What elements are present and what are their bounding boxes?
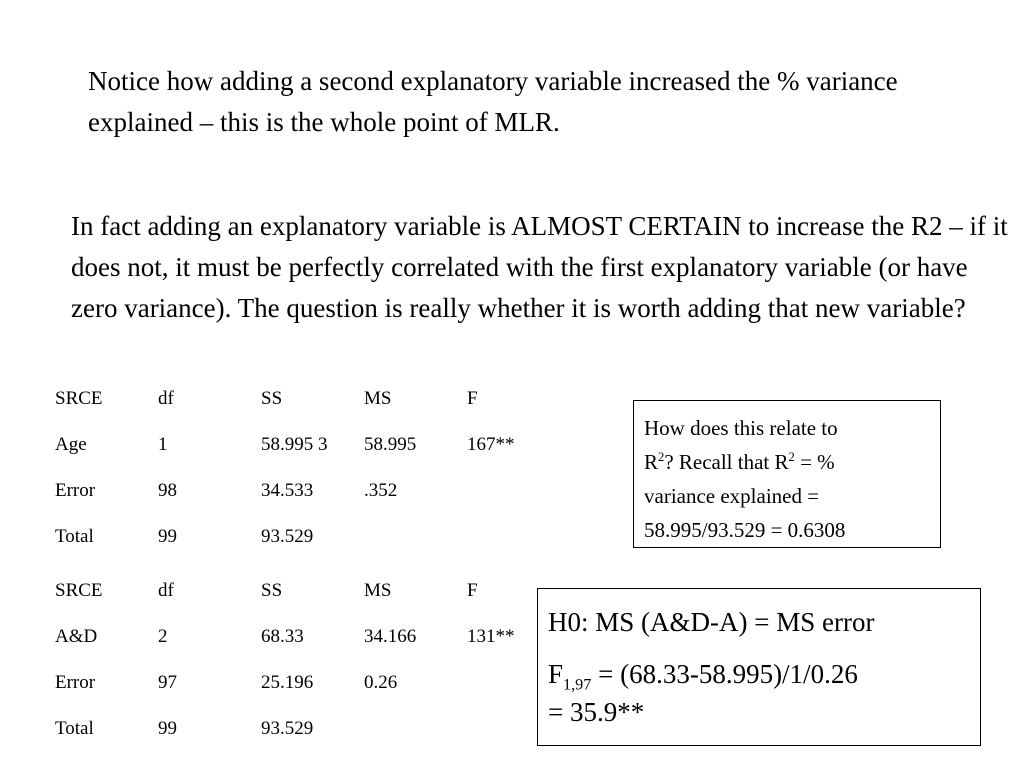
- table-cell: 1: [158, 434, 168, 455]
- table-cell: 97: [158, 672, 177, 693]
- header-cell: SS: [261, 580, 283, 601]
- explanation-paragraph: In fact adding an explanatory variable is ALMOST CERTAIN to increase the R2 – if it does not, it must be perfectly correlated with the first explanatory variable (or have zero variance). The question is really whether it is worth adding that new variable?: [71, 211, 1008, 323]
- hypothesis-test-box: [537, 588, 981, 746]
- superscript: 2: [658, 450, 665, 464]
- table-cell: 2: [158, 626, 168, 647]
- note-line: variance explained =: [644, 484, 820, 508]
- note-line: 58.995/93.529 = 0.6308: [644, 518, 846, 542]
- table-cell: 58.995 3: [261, 434, 328, 455]
- table-cell: 93.529: [261, 526, 314, 547]
- header-cell: F: [467, 388, 478, 409]
- table-cell: Error: [55, 480, 96, 501]
- table-header-row: [55, 376, 575, 422]
- note-line: [644, 445, 930, 479]
- table-cell: Total: [55, 718, 94, 739]
- header-cell: F: [467, 580, 478, 601]
- note-line: How does this relate to: [644, 416, 838, 440]
- note-text: = %: [794, 450, 835, 474]
- table-cell: Total: [55, 526, 94, 547]
- table-cell: 99: [158, 526, 177, 547]
- table-cell: 98: [158, 480, 177, 501]
- table-header-row: [55, 568, 575, 614]
- header-cell: df: [158, 580, 174, 601]
- table-cell: A&D: [55, 626, 98, 647]
- table-cell: 0.26: [364, 672, 398, 693]
- table-cell: 93.529: [261, 718, 314, 739]
- note-text: ? Recall that R: [664, 450, 789, 474]
- header-cell: df: [158, 388, 174, 409]
- hypothesis-line: H0: MS (A&D-A) = MS error: [548, 607, 875, 637]
- header-cell: SRCE: [55, 388, 103, 409]
- f-equation: = (68.33-58.995)/1/0.26: [591, 659, 858, 689]
- table-cell: 34.166: [364, 626, 417, 647]
- table-cell: 167**: [467, 434, 515, 455]
- table-cell: 131**: [467, 626, 515, 647]
- table-cell: 68.33: [261, 626, 304, 647]
- table-row: [55, 706, 575, 752]
- table-row: [55, 660, 575, 706]
- table-row: [55, 614, 575, 660]
- table-row: [55, 468, 575, 514]
- header-cell: SS: [261, 388, 283, 409]
- header-cell: MS: [364, 580, 392, 601]
- header-cell: SRCE: [55, 580, 103, 601]
- subscript: 1,97: [563, 675, 592, 694]
- note-text: R: [644, 450, 659, 474]
- superscript: 2: [788, 450, 795, 464]
- table-cell: Error: [55, 672, 96, 693]
- f-symbol: F: [548, 659, 564, 689]
- f-statistic-line: [548, 655, 970, 693]
- r-squared-note-box: [633, 400, 941, 548]
- table-row: [55, 422, 575, 468]
- table-cell: 99: [158, 718, 177, 739]
- header-cell: MS: [364, 388, 392, 409]
- table-cell: Age: [55, 434, 87, 455]
- table-cell: 25.196: [261, 672, 314, 693]
- f-result-line: = 35.9**: [548, 697, 645, 727]
- anova-table-age-and-d: [55, 568, 575, 752]
- table-cell: 58.995: [364, 434, 417, 455]
- intro-paragraph: Notice how adding a second explanatory variable increased the % variance explained – this is the whole point of MLR.: [88, 66, 898, 137]
- table-cell: .352: [364, 480, 398, 501]
- table-cell: 34.533: [261, 480, 314, 501]
- table-row: [55, 514, 575, 560]
- anova-table-age: [55, 376, 575, 560]
